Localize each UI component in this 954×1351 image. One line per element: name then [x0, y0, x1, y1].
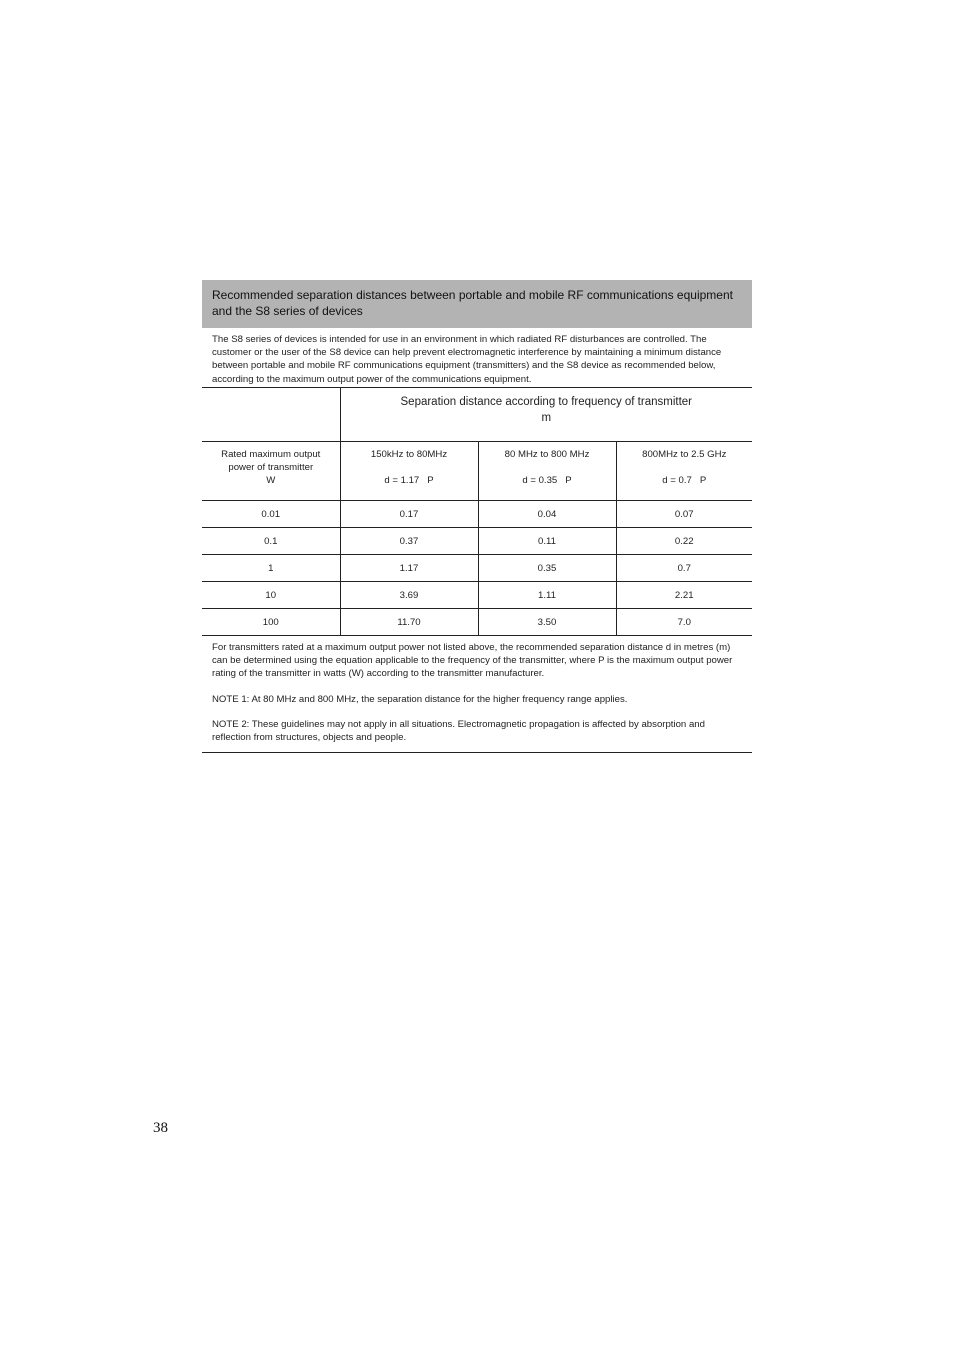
- table-cell: 0.7: [616, 555, 752, 582]
- separation-header-unit: m: [541, 412, 552, 424]
- table-cell: 0.35: [478, 555, 616, 582]
- rated-power-label: Rated maximum output power of transmitter: [221, 449, 321, 473]
- note-paragraph: For transmitters rated at a maximum output power not listed above, the recommended separation distance d in metres (m) can be determined using the equation applicable to the frequency of the transmitter, where P is the maximum output power rating of the transmitter in watts (W) according to the transmitter manufacturer.: [212, 642, 733, 680]
- table-cell: 100: [202, 609, 340, 636]
- freq-column-header: [340, 442, 478, 501]
- table-cell: 0.07: [616, 501, 752, 528]
- table-cell: 7.0: [616, 609, 752, 636]
- table-header-row: [202, 388, 752, 442]
- freq-equation: d = 1.17 P: [384, 475, 434, 486]
- table-cell: 1: [202, 555, 340, 582]
- table-row: [202, 501, 752, 528]
- freq-column-header: [478, 442, 616, 501]
- table-cell: 11.70: [340, 609, 478, 636]
- freq-range-label: 150kHz to 80MHz: [370, 449, 448, 460]
- table-cell: 0.37: [340, 528, 478, 555]
- table-cell: 3.50: [478, 609, 616, 636]
- table-cell: 1.11: [478, 582, 616, 609]
- rated-power-unit: W: [266, 475, 276, 486]
- table-row: [202, 555, 752, 582]
- freq-range-label: 800MHz to 2.5 GHz: [642, 449, 727, 460]
- page-number: 38: [153, 1120, 168, 1136]
- separation-header-label: Separation distance according to frequency of transmitter: [400, 396, 692, 408]
- freq-equation: d = 0.7 P: [662, 475, 707, 486]
- header-empty-cell: [202, 388, 340, 442]
- table-cell: 10: [202, 582, 340, 609]
- separation-table: [202, 388, 752, 636]
- table-row: [202, 609, 752, 636]
- notes-section: [202, 636, 752, 753]
- intro-paragraph: The S8 series of devices is intended for use in an environment in which radiated RF disturbances are controlled. The customer or the user of the S8 device can help prevent electromagnetic interference by maintaining a minimum distance between portable and mobile RF communications equipment (transmitters) and the S8 device as recommended below, according to the maximum output power of the communications equipment.: [202, 328, 752, 388]
- table-cell: 0.22: [616, 528, 752, 555]
- separation-distance-section: [202, 280, 752, 753]
- table-cell: 1.17: [340, 555, 478, 582]
- table-cell: 0.17: [340, 501, 478, 528]
- table-cell: 3.69: [340, 582, 478, 609]
- rated-power-header-cell: [202, 442, 340, 501]
- table-row: [202, 582, 752, 609]
- freq-equation: d = 0.35 P: [522, 475, 572, 486]
- note-paragraph: NOTE 2: These guidelines may not apply in all situations. Electromagnetic propagation is affected by absorption and reflection from structures, objects and people.: [212, 718, 705, 744]
- table-cell: 0.11: [478, 528, 616, 555]
- table-cell: 0.01: [202, 501, 340, 528]
- separation-header-cell: [340, 388, 752, 442]
- table-subheader-row: [202, 442, 752, 501]
- table-cell: 0.04: [478, 501, 616, 528]
- freq-column-header: [616, 442, 752, 501]
- table-cell: 0.1: [202, 528, 340, 555]
- section-title: Recommended separation distances between portable and mobile RF communications equipment and the S8 series of devices: [202, 280, 752, 328]
- table-row: [202, 528, 752, 555]
- table-cell: 2.21: [616, 582, 752, 609]
- note-paragraph: NOTE 1: At 80 MHz and 800 MHz, the separation distance for the higher frequency range applies.: [212, 693, 628, 705]
- freq-range-label: 80 MHz to 800 MHz: [504, 449, 590, 460]
